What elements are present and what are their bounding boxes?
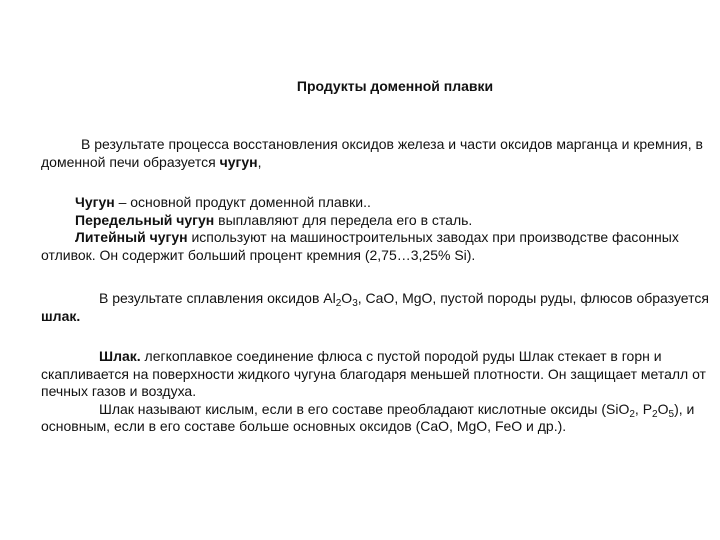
- p3-sub-1: 2: [335, 298, 342, 309]
- slag-class-text-3: O: [657, 400, 669, 417]
- cast-iron-definition: – основной продукт доменной плавки..: [114, 194, 371, 210]
- slag-class-text-4: ), и основным, если в его составе больше основных оксидов (CaO, MgO, FeO и др.).: [41, 400, 695, 434]
- paragraph-iron-formation: [41, 136, 713, 171]
- p1-bold-term: чугун: [219, 153, 258, 170]
- slag-class-sub-2: 2: [652, 408, 658, 420]
- foundry-iron-definition: используют на машиностроительных заводах при производстве фасонных отливок. Он содержит больший процент кремния (2,75…3,25% Si).: [41, 229, 679, 263]
- p3-text-1: В результате сплавления оксидов Al: [99, 290, 336, 306]
- p3-text-2: O: [341, 290, 353, 306]
- slag-class-text-1: Шлак называют кислым, если в его составе преобладают кислотные оксиды (SiO: [99, 400, 630, 417]
- conversion-iron-definition: выплавляют для передела его в сталь.: [214, 211, 473, 228]
- conversion-iron-term: Передельный чугун: [75, 211, 215, 228]
- p3-text-3: , CaO, MgO, пустой породы руды, флюсов образуется: [357, 290, 709, 306]
- p1-end: ,: [257, 153, 262, 170]
- page-title: Продукты доменной плавки: [296, 78, 494, 94]
- slag-term: шлак.: [41, 307, 81, 324]
- paragraph-slag-properties: [41, 348, 713, 436]
- slag-description-text: легкоплавкое соединение флюса с пустой породой руды Шлак стекает в горн и скапливается на поверхности жидкого чугуна благодаря меньшей плотности. Он защищает металл от печных газов и воздуха.: [41, 348, 706, 399]
- foundry-iron-term: Литейный чугун: [75, 229, 188, 245]
- slag-class-sub-1: 2: [629, 408, 635, 420]
- slag-class-text-2: , P: [634, 400, 653, 417]
- paragraph-slag-formation: [41, 290, 713, 325]
- conversion-iron-line: [41, 212, 713, 230]
- cast-iron-line: [41, 194, 713, 212]
- slag-description: [41, 348, 713, 401]
- slag-class-sub-3: 5: [668, 408, 675, 420]
- cast-iron-term: Чугун: [75, 194, 115, 210]
- slag-classification: [41, 401, 713, 436]
- p1-text: В результате процесса восстановления оксидов железа и части оксидов марганца и кремния, в доменной печи образуется: [41, 136, 703, 170]
- paragraph-cast-iron-types: [41, 194, 713, 264]
- foundry-iron-line: [41, 229, 713, 264]
- slag-heading-term: Шлак.: [99, 348, 141, 364]
- p3-sub-2: 3: [352, 298, 358, 309]
